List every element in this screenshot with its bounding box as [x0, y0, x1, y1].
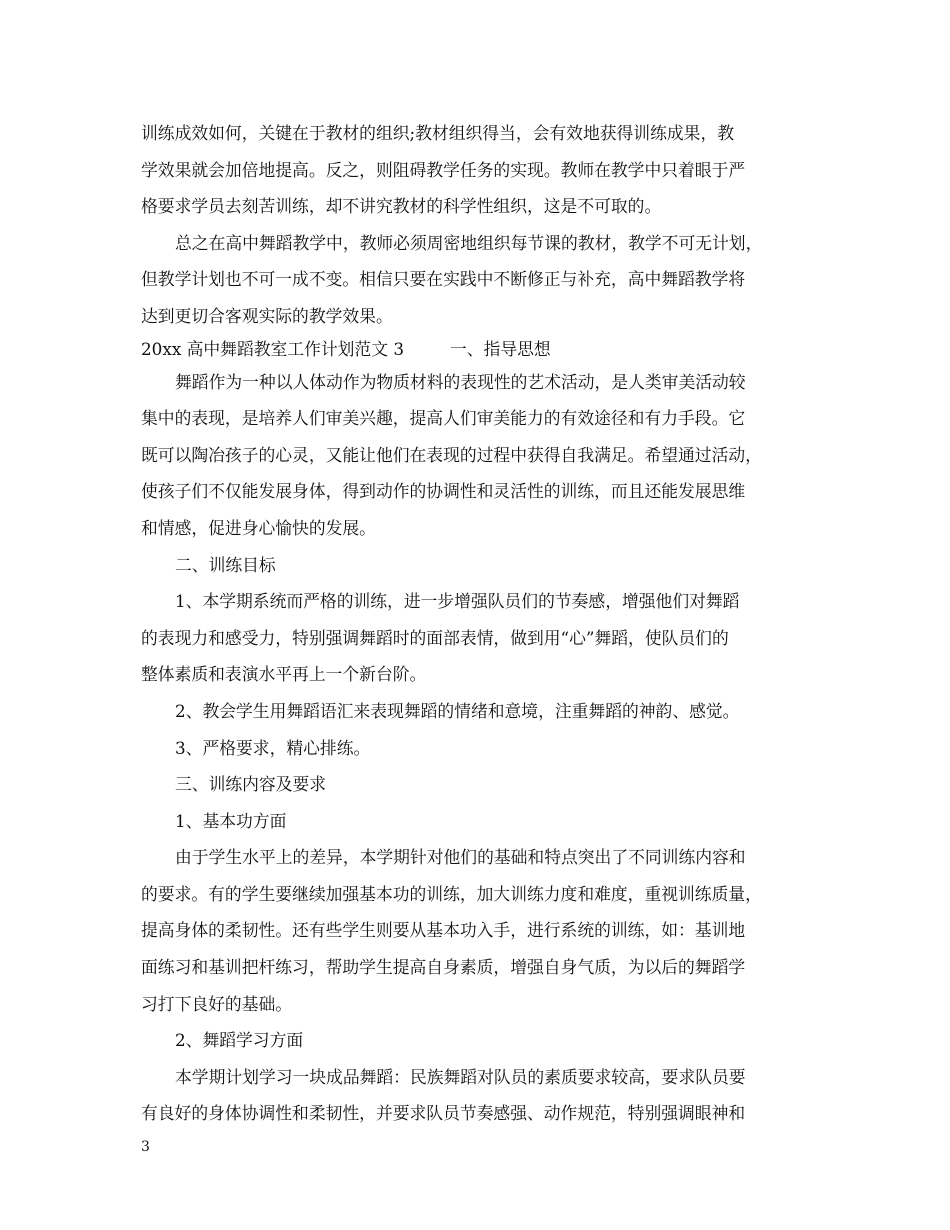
text-line: 面练习和基训把杆练习，帮助学生提高自身素质，增强自身气质，为以后的舞蹈学: [141, 957, 746, 978]
text-line: 既可以陶冶孩子的心灵，又能让他们在表现的过程中获得自我满足。希望通过活动，: [141, 444, 762, 465]
text-line: 集中的表现，是培养人们审美兴趣，提高人们审美能力的有效途径和有力手段。它: [141, 408, 746, 429]
text-line: 使孩子们不仅能发展身体，得到动作的协调性和灵活性的训练，而且还能发展思维: [141, 481, 746, 502]
section-heading: [141, 335, 813, 364]
section-title: 20xx 高中舞蹈教室工作计划范文 3: [141, 338, 405, 359]
subsection-title: 1、基本功方面: [175, 810, 287, 831]
subsection-title: 2、舞蹈学习方面: [175, 1030, 304, 1051]
text-line: 有良好的身体协调性和柔韧性，并要求队员节奏感强、动作规范，特别强调眼神和: [141, 1103, 746, 1124]
text-line: 训练成效如何，关键在于教材的组织;教材组织得当，会有效地获得训练成果，教: [141, 123, 735, 143]
text-line: 本学期计划学习一块成品舞蹈：民族舞蹈对队员的素质要求较高，要求队员要: [175, 1066, 746, 1087]
text-line: 格要求学员去刻苦训练，却不讲究教材的科学性组织，这是不可取的。: [141, 196, 662, 217]
text-line: 学效果就会加倍地提高。反之，则阻碍教学任务的实现。教师在教学中只着眼于严: [141, 159, 746, 180]
text-line: 整体素质和表演水平再上一个新台阶。: [141, 664, 427, 685]
text-line: 的表现力和感受力，特别强调舞蹈时的面部表情，做到用“心”舞蹈，使队员们的: [141, 627, 729, 648]
subsection-title: 一、指导思想: [450, 338, 551, 359]
text-line: 的要求。有的学生要继续加强基本功的训练，加大训练力度和难度，重视训练质量，: [141, 883, 762, 904]
subsection-title: 三、训练内容及要求: [175, 774, 327, 795]
text-line: 但教学计划也不可一成不变。相信只要在实践中不断修正与补充，高中舞蹈教学将: [141, 269, 746, 290]
text-line: 习打下良好的基础。: [141, 993, 293, 1014]
text-line: 达到更切合客观实际的教学效果。: [141, 305, 393, 326]
text-line: 提高身体的柔韧性。还有些学生则要从基本功入手，进行系统的训练，如：基训地: [141, 920, 746, 941]
subsection-title: 二、训练目标: [175, 554, 276, 575]
document-body: [141, 115, 813, 1132]
text-line: 总之在高中舞蹈教学中，教师必须周密地组织每节课的教材，教学不可无计划，: [175, 232, 763, 253]
page-number: 3: [141, 1139, 150, 1155]
text-line: 和情感，促进身心愉快的发展。: [141, 517, 376, 538]
text-line: 2、教会学生用舞蹈语汇来表现舞蹈的情绪和意境，注重舞蹈的神韵、感觉。: [175, 700, 740, 721]
text-line: 由于学生水平上的差异，本学期针对他们的基础和特点突出了不同训练内容和: [175, 847, 746, 868]
text-line: 舞蹈作为一种以人体动作为物质材料的表现性的艺术活动，是人类审美活动较: [175, 371, 746, 392]
text-line: 1、本学期系统而严格的训练，进一步增强队员们的节奏感，增强他们对舞蹈: [175, 591, 740, 612]
text-line: 3、严格要求，精心排练。: [175, 737, 371, 758]
